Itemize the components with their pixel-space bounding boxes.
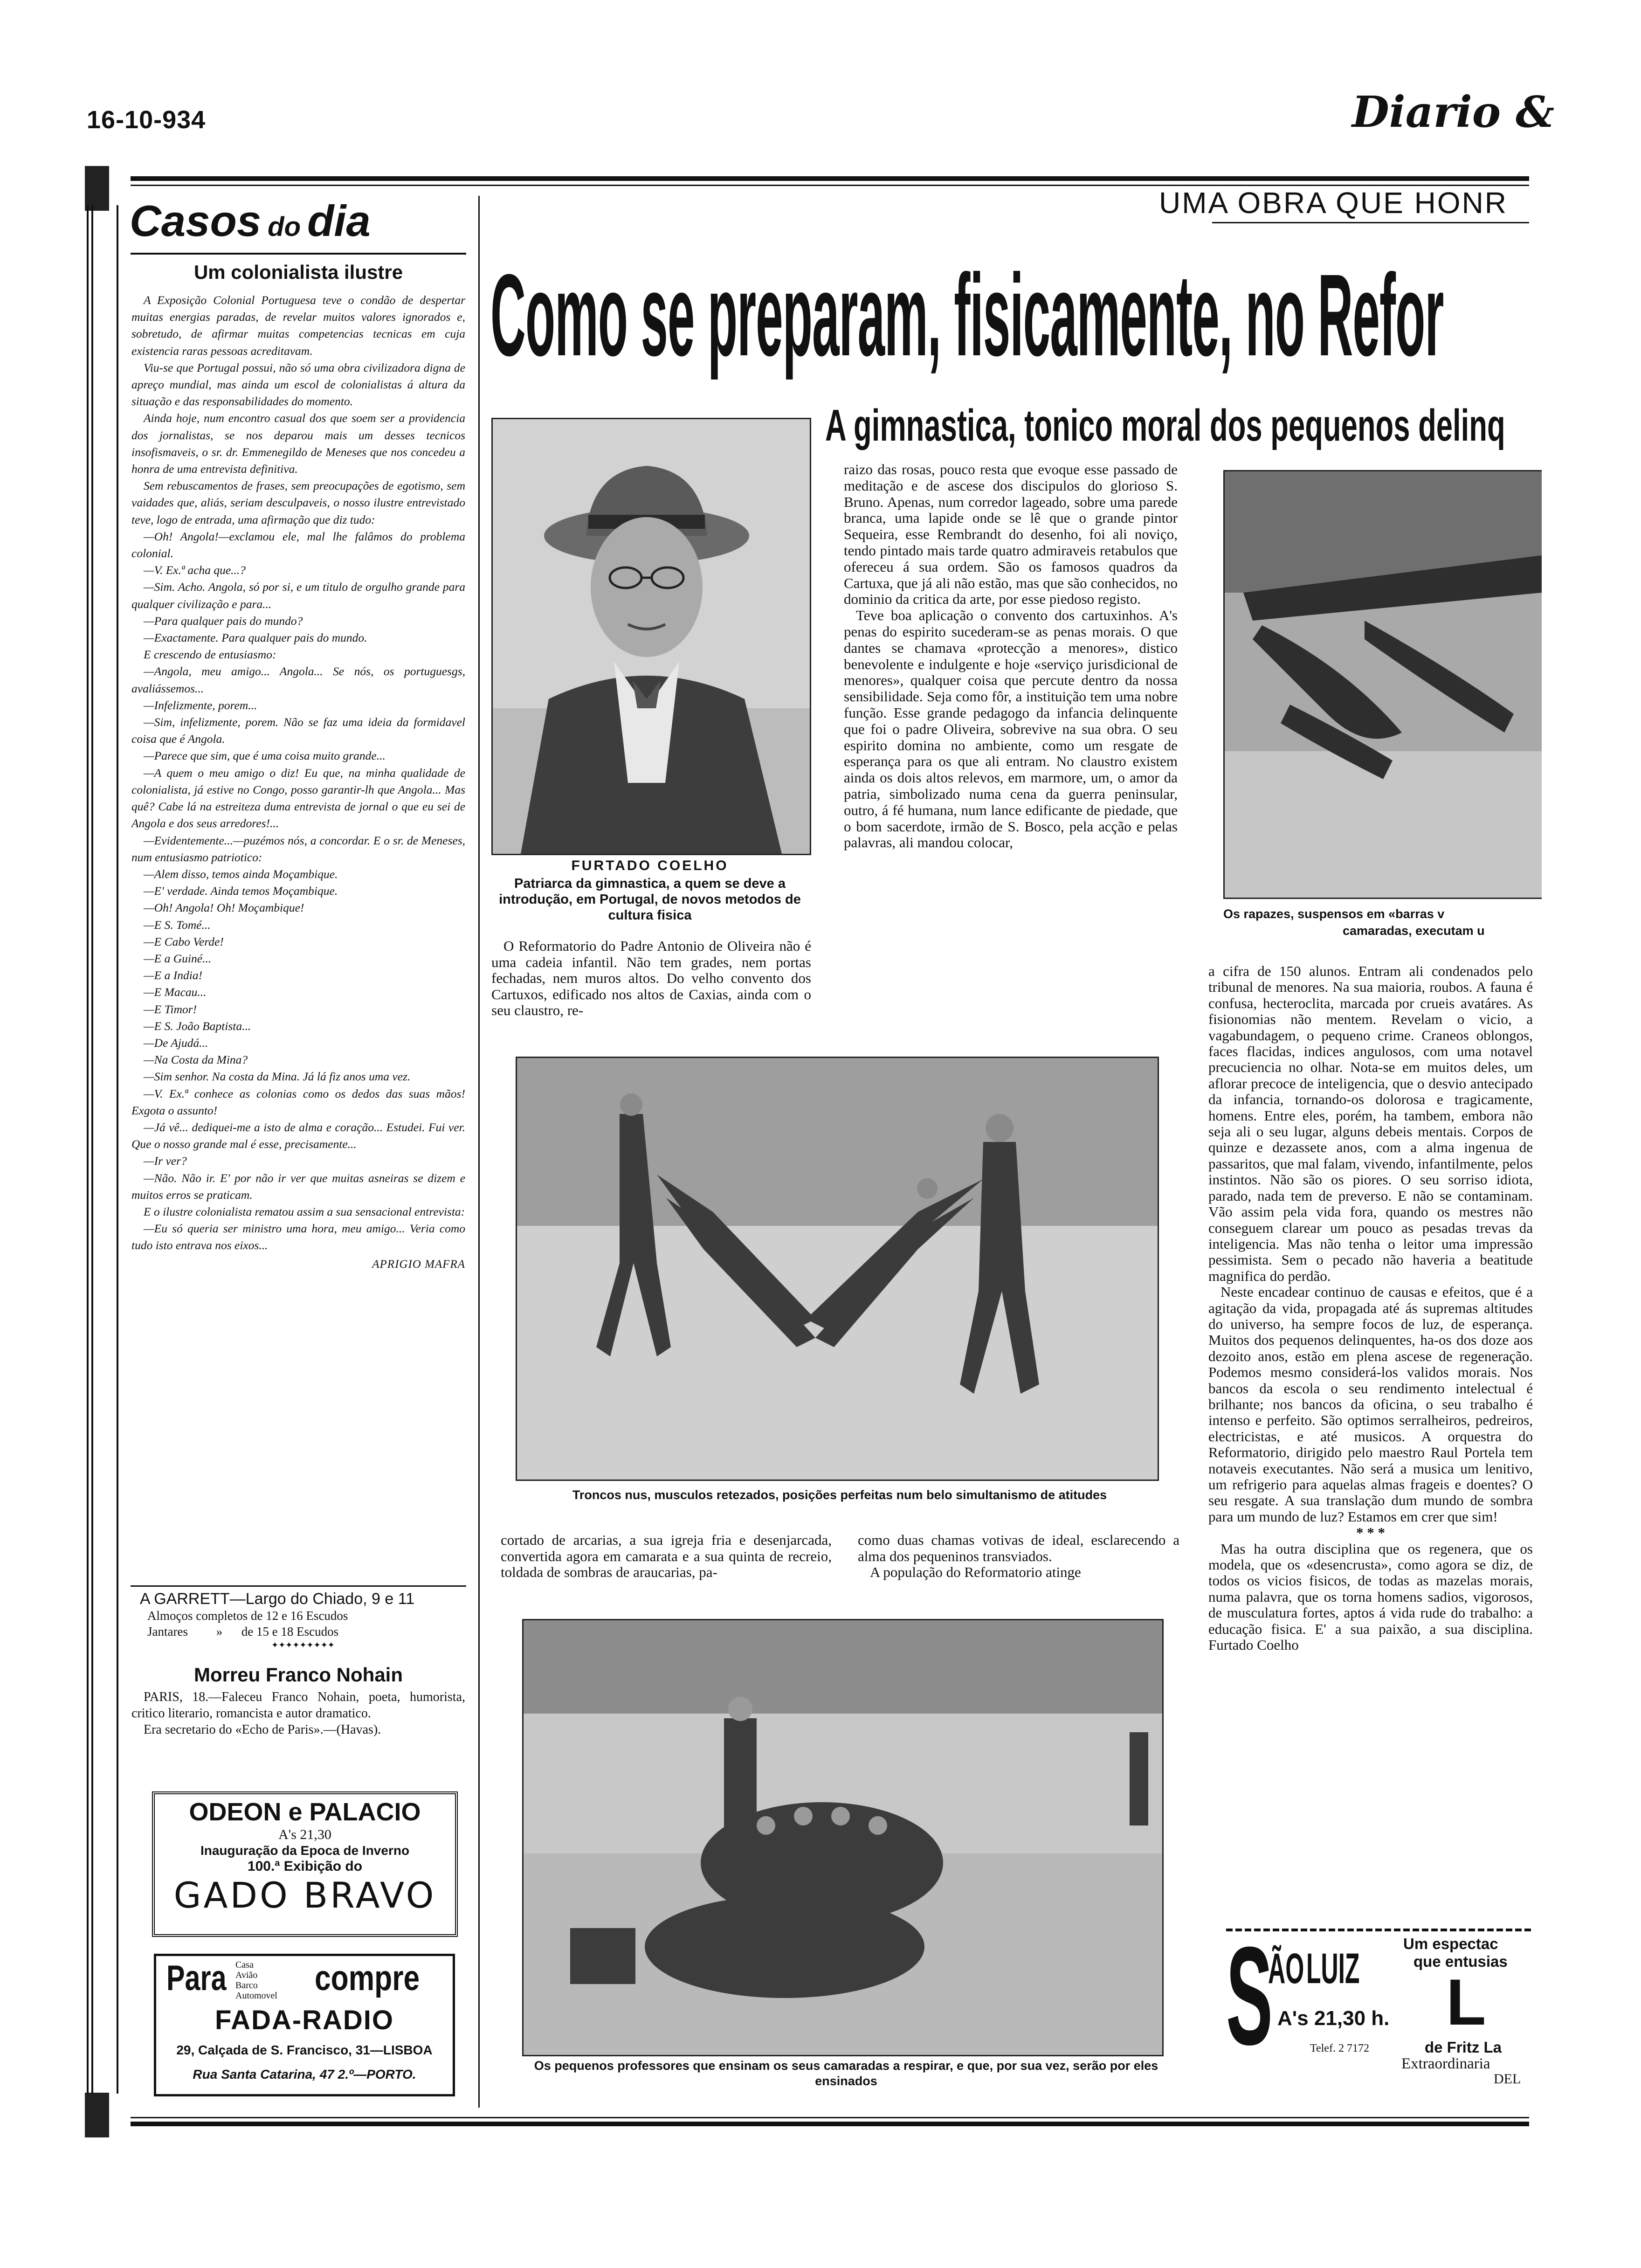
headline: Como se preparam, fisicamente, no Refor [490, 250, 1444, 380]
casos-paragraph: —V. Ex.ª conhece as colonias como os dedos das suas mãos! Exgota o assunto! [131, 1086, 465, 1117]
bottom-rule-thin [131, 2117, 1529, 2118]
nohain-paragraph: PARIS, 18.—Faleceu Franco Nohain, poeta, humorista, critico literario, romancista e autor dramatico. [131, 1690, 465, 1721]
casos-paragraph: Ainda hoje, num encontro casual dos que soem ser a providencia dos jornalistas, se nos deparou mais um desses tecnicos insofismaveis, o sr. dr. Emmenegildo de Meneses que nos concedeu a honra de uma entrevista definitiva. [131, 411, 465, 476]
subheadline: A gimnastica, tonico moral dos pequenos delinq [825, 401, 1505, 450]
top-rule-thick [131, 176, 1529, 181]
casos-paragraph: E o ilustre colonialista rematou assim a sua sensacional entrevista: [144, 1204, 465, 1218]
fada-types [235, 1960, 277, 2001]
article-paragraph: raizo das rosas, pouco resta que evoque esse passado de meditação e de ascese dos discipulos do glorioso S. Bruno. Apenas, num corredor lageado, sobre uma parede branca, uma lapide onde se lê que o grande pintor Sequeira, esse Rembrandt do desenho, foi ali noviço, tendo pintado mais tarde quatro admiraveis retabulos que ofereceu á sua ordem. São os famosos quadros da Cartuxa, que já ali não estão, mas que são conhecidos, no dominio da critica da arte, por esse piedoso registo. [844, 461, 1178, 608]
casos-paragraph: —Angola, meu amigo... Angola... Se nós, os portuguesgs, avaliássemos... [131, 664, 465, 695]
left-vrule-3 [117, 205, 118, 2094]
casos-paragraph: —Parece que sim, que é uma coisa muito grande... [144, 749, 386, 763]
exercise-illustration [517, 1058, 1158, 1480]
casos-paragraph: —Evidentemente...—puzémos nós, a concordar. E o sr. de Meneses, num entusiasmo patriotico: [131, 833, 465, 864]
casos-paragraph: —Exactamente. Para qualquer pais do mundo. [144, 631, 367, 645]
casos-paragraph: —Para qualquer pais do mundo? [144, 614, 303, 628]
garrett-ornament: ✦✦✦✦✦✦✦✦✦ [271, 1640, 335, 1650]
casos-title-rule [131, 253, 466, 255]
garrett-line: Almoços completos de 12 e 16 Escudos [147, 1609, 348, 1623]
casos-paragraph: —Sim. Acho. Angola, só por si, e um titulo de orgulho grande para qualquer civilização e para... [131, 580, 465, 611]
article-paragraph: cortado de arcarias, a sua igreja fria e desenjarcada, convertida agora em camarata e a sua quinta de recreio, toldada de sombras de araucarias, pa- [501, 1532, 832, 1580]
article-paragraph: A população do Reformatorio atinge [870, 1564, 1081, 1580]
casos-title-do: do [268, 212, 301, 242]
odeon-time: A's 21,30 [278, 1827, 331, 1842]
corner-mark-top [85, 166, 109, 211]
saoluiz-rule [1226, 1929, 1534, 1931]
nohain-title: Morreu Franco Nohain [193, 1664, 403, 1686]
bottom-rule-thick [131, 2122, 1529, 2126]
casos-paragraph: —Alem disso, temos ainda Moçambique. [144, 867, 338, 881]
garrett-title: A GARRETT—Largo do Chiado, 9 e 11 [140, 1590, 415, 1608]
issue-date: 16-10-934 [87, 106, 206, 134]
masthead: Diario & [1352, 87, 1555, 137]
left-vrule-2 [91, 205, 93, 2094]
column-divider [478, 196, 480, 2108]
bars-caption-2: camaradas, executam u [1343, 924, 1485, 938]
article-col-c [501, 1532, 832, 1581]
fada-type: Casa [235, 1960, 254, 1970]
casos-paragraph: —E S. Tomé... [144, 918, 211, 932]
casos-article [131, 292, 465, 1273]
casos-paragraph: Sem rebuscamentos de frases, sem preocupações de egotismo, sem vaidades que, aliás, seriam desculpaveis, o nosso ilustre entrevistado teve, logo de entrada, uma afirmação que diz tudo: [131, 479, 465, 526]
casos-paragraph: —V. Ex.ª acha que...? [144, 563, 246, 577]
instructors-caption: Os pequenos professores que ensinam os seus camaradas a respirar, e que, por sua vez, serão por eles ensinados [534, 2059, 1158, 2088]
casos-paragraph: —E Cabo Verde! [144, 934, 224, 948]
casos-paragraph: —E S. João Baptista... [144, 1019, 251, 1033]
casos-paragraph: —De Ajudá... [144, 1036, 208, 1050]
casos-paragraph: —E Macau... [144, 985, 207, 999]
fada-type: Barco [235, 1980, 258, 1991]
corner-mark-bottom [85, 2093, 109, 2137]
casos-paragraph: —Eu só queria ser ministro uma hora, meu amigo... Veria como tudo isto entrava nos eixos... [131, 1222, 465, 1252]
casos-title-main: Casos [130, 196, 262, 245]
odeon-ad [152, 1791, 458, 1937]
fada-compre: compre [315, 1958, 420, 1998]
casos-paragraph: —Ir ver? [144, 1154, 187, 1168]
saoluiz-tagline: Um espectac [1403, 1935, 1498, 1952]
fada-type: Avião [235, 1970, 258, 1980]
saoluiz-tagline: que entusias [1413, 1953, 1508, 1970]
fada-ad [154, 1954, 455, 2096]
exercise-photo [516, 1057, 1159, 1481]
section-break: * * * [1356, 1524, 1385, 1541]
casos-paragraph: —A quem o meu amigo o diz! Eu que, na minha qualidade de colonialista, já estive no Congo, posso garantir-lh que Angola... Mas quê? Cabe lá na estreiteza duma entrevista de jornal o que eu sei de Angola e dos seus arredores!... [131, 766, 465, 830]
odeon-film: GADO BRAVO [173, 1874, 436, 1916]
article-paragraph: Neste encadear continuo de causas e efeitos, que é a agitação da vida, propagada até ás supremas altitudes do universo, ha sempre focos de luz, de esperança. Muitos dos pequenos delinquentes, ha-os dos doze aos dezoito anos, estão em plena ascese de regeneração. Podemos mesmo considerá-los validos morais. Nos bancos da escola o seu rendimento intelectual é brilhante; nos bancos da oficina, o seu trabalho é intenso e perfeito. São optimos serralheiros, pedreiros, electricistas, e até musicos. A orquestra do Reformatorio, dirigido pelo maestro Raul Portela tem notaveis executantes. Não será a musica um lenitivo, um refrigerio para aquelas almas frageis e doentes? O seu resgate. A sua translação dum mundo de sombra para um mundo de luz? Estamos em crer que sim! [1208, 1284, 1533, 1525]
odeon-title: ODEON e PALACIO [189, 1798, 421, 1826]
garrett-line: Jantares » de 15 e 18 Escudos [147, 1625, 339, 1639]
fada-brand: FADA-RADIO [214, 2005, 394, 2035]
casos-paragraph: —Na Costa da Mina? [144, 1053, 248, 1067]
article-col-a [491, 938, 811, 1019]
casos-paragraph: —Sim senhor. Na costa da Mina. Já lá fiz anos uma vez. [144, 1070, 411, 1084]
bars-illustration [1225, 471, 1542, 898]
kicker: UMA OBRA QUE HONR [1159, 186, 1508, 220]
casos-paragraph: Viu-se que Portugal possui, não só uma obra civilizadora digna de apreço mundial, mas ainda um escol de colonialistas á altura da situação e das responsabilidades do momento. [131, 360, 465, 408]
article-paragraph: Mas ha outra disciplina que os regenera, que os modela, que os «desencrusta», como agora se diz, de todos os vicios fisicos, de todas as mazelas morais, numa palavra, que os torna homens sadios, vigorosos, de musculatura fortes, aptos á vida rude do trabalho: a educação fisica. E' a sua paixão, a sua disciplina. Furtado Coelho [1208, 1540, 1533, 1653]
portrait-photo [491, 418, 811, 855]
saoluiz-ad [1226, 1935, 1538, 2089]
casos-signature: APRIGIO MAFRA [372, 1258, 465, 1271]
article-col-d [858, 1532, 1179, 1581]
instructors-illustration [524, 1620, 1162, 2055]
casos-title [130, 196, 371, 246]
casos-subtitle: Um colonialista ilustre [193, 261, 403, 283]
garrett-rule-top [131, 1585, 466, 1587]
article-col-right [1208, 963, 1533, 1929]
bars-caption-1: Os rapazes, suspensos em «barras v [1223, 907, 1445, 921]
saoluiz-time: A's 21,30 h. [1277, 2007, 1390, 2030]
saoluiz-luiz: LUIZ [1306, 1945, 1360, 1992]
casos-paragraph: —Sim, infelizmente, porem. Não se faz uma ideia da formidavel coisa que é Angola. [131, 715, 465, 746]
casos-paragraph: A Exposição Colonial Portuguesa teve o condão de despertar muitas energias paradas, de revelar muitos valores ignorados e, sobretudo, de afirmar muitas competencias tecnicas em cuja existencia raras pessoas acreditavam. [131, 293, 465, 358]
kicker-rule [1212, 222, 1529, 223]
article-paragraph: como duas chamas votivas de ideal, esclarecendo a alma dos pequeninos transviados. [858, 1532, 1179, 1564]
saoluiz-ao: ÃO [1268, 1945, 1304, 1992]
casos-paragraph: —Já vê... dediquei-me a isto de alma e coração... Estudei. Fui ver. Que o nosso grande mal é esse, precisamente... [131, 1120, 465, 1151]
nohain-text [131, 1689, 465, 1738]
saoluiz-s: S [1226, 1935, 1273, 2074]
article-paragraph: O Reformatorio do Padre Antonio de Oliveira não é uma cadeia infantil. Não tem grades, nem portas fechadas, nem muros altos. Do velho convento dos Cartuxos, edificado nos altos de Caxias, ainda com o seu claustro, re- [491, 938, 811, 1018]
saoluiz-del: DEL [1494, 2071, 1521, 2087]
casos-paragraph: —E a India! [144, 968, 203, 982]
casos-paragraph: —Infelizmente, porem... [144, 698, 257, 712]
odeon-line: Inauguração da Epoca de Inverno [200, 1843, 410, 1858]
casos-paragraph: —E Timor! [144, 1002, 197, 1016]
nohain-paragraph: Era secretario do «Echo de Paris».—(Havas). [144, 1722, 381, 1737]
saoluiz-by: de Fritz La [1425, 2039, 1502, 2056]
garrett-ad [140, 1590, 466, 1651]
portrait-name: FURTADO COELHO [571, 858, 729, 873]
casos-paragraph: —Não. Não ir. E' por não ir ver que muitas asneiras se dizem e muitos erros se praticam. [131, 1171, 465, 1202]
casos-paragraph: —E' verdade. Ainda temos Moçambique. [144, 884, 338, 898]
instructors-photo [522, 1619, 1164, 2056]
article-col-b [844, 462, 1178, 851]
bars-photo [1223, 470, 1542, 899]
left-vrule-1 [87, 205, 89, 2094]
portrait-caption: Patriarca da gimnastica, a quem se deve a introdução, em Portugal, de novos metodos de cultura fisica [499, 876, 801, 923]
casos-paragraph: —E a Guiné... [144, 951, 212, 965]
casos-paragraph: —Oh! Angola!—exclamou ele, mal lhe falâmos do problema colonial. [131, 529, 465, 560]
saoluiz-big-letter: L [1446, 1965, 1486, 2039]
fada-type: Automovel [235, 1991, 277, 2001]
odeon-line: 100.ª Exibição do [247, 1859, 363, 1874]
casos-title-dia: dia [307, 196, 371, 245]
fada-address: 29, Calçada de S. Francisco, 31—LISBOA [176, 2043, 433, 2057]
portrait-illustration [493, 419, 810, 854]
fada-para: Para [166, 1958, 227, 1998]
article-paragraph: Teve boa aplicação o convento dos cartuxinhos. A's penas do espirito sucederam-se as penas morais. O que dantes se chamava «protecção a menores», distico benevolente e indulgente e hoje «serviço jurisdicional de menores», qualquer coisa que percute dentro da nossa sensibilidade. Seja como fôr, a instituição tem uma nobre função. Esse grande pedagogo da infancia delinquente que foi o padre Oliveira, sobrevive na sua obra. O seu espirito domina no ambiente, como um resgate de esperança para os que ali entram. No claustro existem ainda os dois altos relevos, em marmore, um, o amor da patria, simbolizado numa cena da guerra peninsular, outro, á fé humana, num lance edificante de piedade, que o bom sacerdote, irmão de S. Bosco, pela acção e pelas palavras, ali mandou colocar, [844, 607, 1178, 851]
exercise-caption: Troncos nus, musculos retezados, posições perfeitas num belo simultanismo de atitudes [572, 1488, 1107, 1502]
fada-address: Rua Santa Catarina, 47 2.º—PORTO. [193, 2067, 416, 2081]
casos-paragraph: E crescendo de entusiasmo: [144, 648, 276, 662]
saoluiz-tel: Telef. 2 7172 [1310, 2042, 1369, 2054]
article-paragraph: a cifra de 150 alunos. Entram ali condenados pelo tribunal de menores. Na sua maioria, roubos. A fauna é confusa, hecteroclita, marcada por crueis avatáres. As fisionomias não mentem. Revelam o vicio, a vagabundagem, o pequeno crime. Craneos oblongos, faces flacidas, indices angulosos, com uma notavel precuciencia no olhar. Nota-se em muitos deles, um aflorar precoce de inteligencia, que o desvio antecipado da infancia, tornando-os dolorosa e tragicamente, homens. Entre eles, porém, ha tambem, embora não seja ali o seu lugar, alguns debeis mentais. Corpos de quinze e dezassete anos, com a alma ingenua de passaritos, que mal falam, vivendo, infantilmente, pelos instintos. Não são os piores. O seu sorriso idiota, parado, nada tem de preverso. E não se contaminam. Vão assim pela vida fora, quando os mestres não conseguem clarear um pouco as pesadas trevas da inteligencia. Mas não tenha o leitor uma impressão pessimista. Sem o pecado não haveria a beatitude magnifica do perdão. [1208, 963, 1533, 1284]
saoluiz-line: Extraordinaria [1401, 2055, 1490, 2072]
casos-paragraph: —Oh! Angola! Oh! Moçambique! [144, 901, 304, 915]
